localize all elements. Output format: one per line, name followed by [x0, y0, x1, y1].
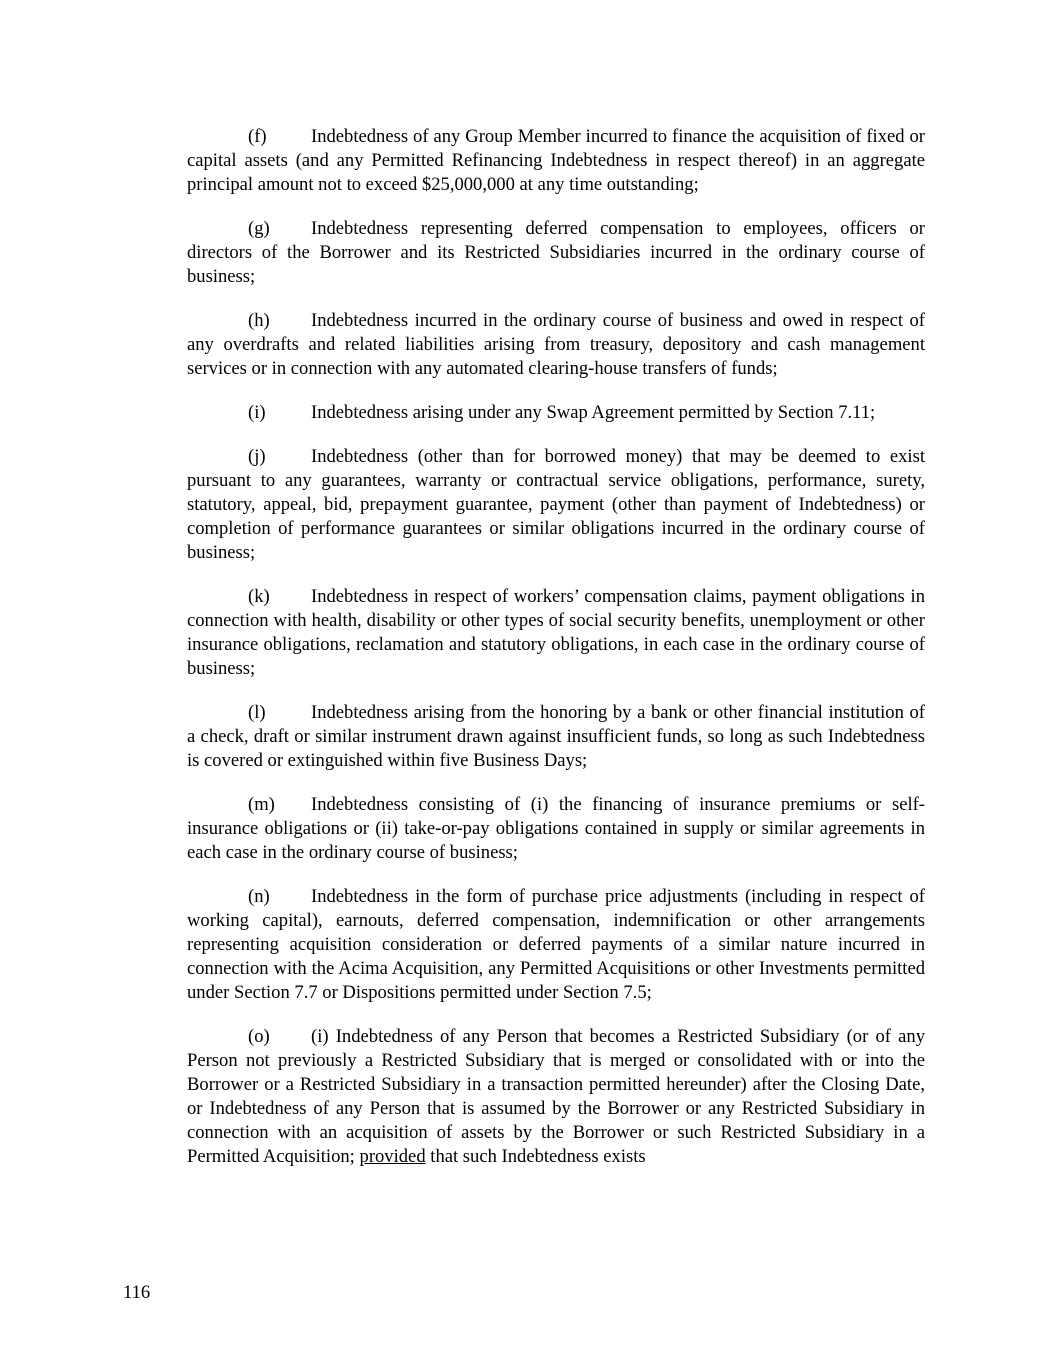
underlined-term: provided	[359, 1146, 426, 1167]
paragraph-text: Indebtedness (other than for borrowed money) that may be deemed to exist pursuant to any guarantees, warranty or contractual service obligations, performance, surety, statutory, appeal, bid, prepayment guarantee, payment (other than payment of Indebtedness) or completion of performance guarantees or similar obligations incurred in the ordinary course of business;	[187, 446, 925, 563]
paragraph-label: (g)	[248, 218, 270, 239]
paragraph-text: Indebtedness consisting of (i) the financing of insurance premiums or self-insurance obligations or (ii) take-or-pay obligations contained in supply or similar agreements in each case in the ordinary course of business;	[187, 794, 925, 863]
paragraph-text: (i) Indebtedness of any Person that becomes a Restricted Subsidiary (or of any Person not previously a Restricted Subsidiary that is merged or consolidated with or into the Borrower or a Restricted Subsidiary in a transaction permitted hereunder) after the Closing Date, or Indebtedness of any Person that is assumed by the Borrower or any Restricted Subsidiary in connection with an acquisition of assets by the Borrower or such Restricted Subsidiary in a Permitted Acquisition;	[187, 1026, 925, 1167]
document-body	[187, 125, 925, 1189]
page-number: 116	[123, 1282, 151, 1303]
paragraph-h	[187, 309, 925, 381]
paragraph-m	[187, 793, 925, 865]
paragraph-text: Indebtedness in respect of workers’ compensation claims, payment obligations in connection with health, disability or other types of social security benefits, unemployment or other insurance obligations, reclamation and statutory obligations, in each case in the ordinary course of business;	[187, 586, 925, 679]
paragraph-label: (l)	[248, 702, 266, 723]
paragraph-k	[187, 585, 925, 681]
paragraph-label: (m)	[248, 794, 275, 815]
paragraph-text: Indebtedness representing deferred compensation to employees, officers or directors of the Borrower and its Restricted Subsidiaries incurred in the ordinary course of business;	[187, 218, 925, 287]
paragraph-text: Indebtedness arising from the honoring by a bank or other financial institution of a check, draft or similar instrument drawn against insufficient funds, so long as such Indebtedness is covered or extinguished within five Business Days;	[187, 702, 925, 771]
paragraph-text: Indebtedness of any Group Member incurred to finance the acquisition of fixed or capital assets (and any Permitted Refinancing Indebtedness in respect thereof) in an aggregate principal amount not to exceed $25,000,000 at any time outstanding;	[187, 126, 925, 195]
paragraph-label: (j)	[248, 446, 266, 467]
paragraph-text: Indebtedness incurred in the ordinary course of business and owed in respect of any overdrafts and related liabilities arising from treasury, depository and cash management services or in connection with any automated clearing-house transfers of funds;	[187, 310, 925, 379]
paragraph-l	[187, 701, 925, 773]
paragraph-o	[187, 1025, 925, 1169]
paragraph-label: (i)	[248, 402, 266, 423]
paragraph-f	[187, 125, 925, 197]
paragraph-g	[187, 217, 925, 289]
paragraph-text-continued: that such Indebtedness exists	[430, 1146, 646, 1167]
paragraph-label: (h)	[248, 310, 270, 331]
paragraph-text: Indebtedness arising under any Swap Agreement permitted by Section 7.11;	[311, 402, 876, 423]
paragraph-label: (f)	[248, 126, 267, 147]
paragraph-n	[187, 885, 925, 1005]
paragraph-label: (k)	[248, 586, 270, 607]
paragraph-label: (n)	[248, 886, 270, 907]
paragraph-j	[187, 445, 925, 565]
paragraph-text: Indebtedness in the form of purchase price adjustments (including in respect of working capital), earnouts, deferred compensation, indemnification or other arrangements representing acquisition consideration or deferred payments of a similar nature incurred in connection with the Acima Acquisition, any Permitted Acquisitions or other Investments permitted under Section 7.7 or Dispositions permitted under Section 7.5;	[187, 886, 925, 1003]
paragraph-i	[187, 401, 925, 425]
paragraph-label: (o)	[248, 1026, 270, 1047]
